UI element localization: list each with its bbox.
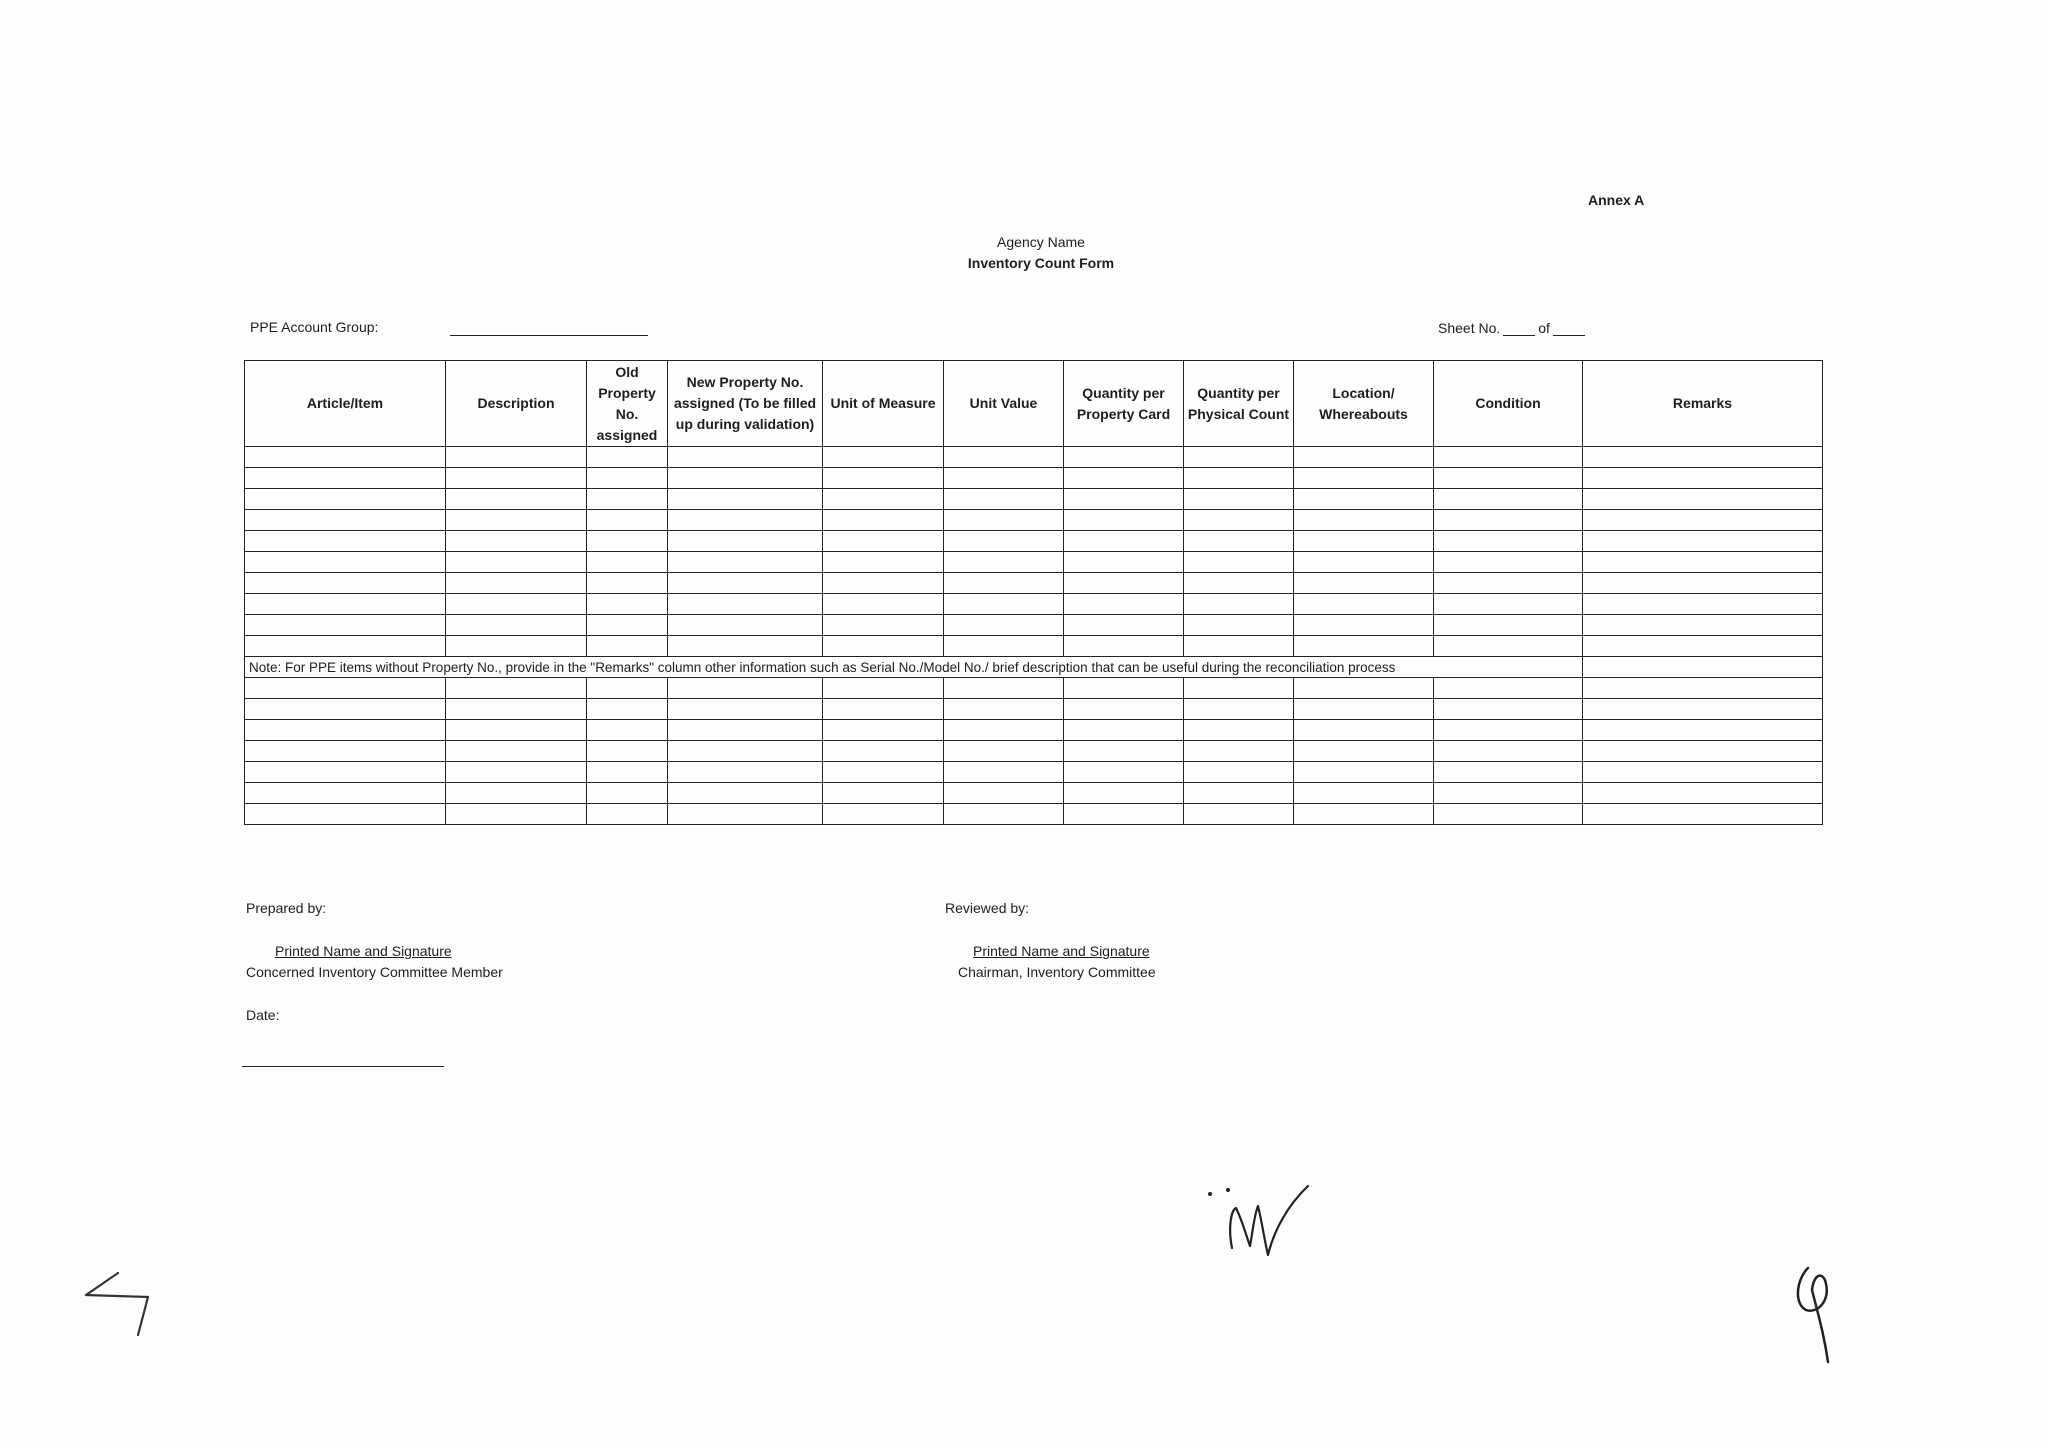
table-cell[interactable] [1184,468,1294,489]
table-cell[interactable] [587,594,668,615]
initials-signature-right [1788,1262,1858,1372]
table-cell[interactable] [1184,636,1294,657]
table-note: Note: For PPE items without Property No., provide in the "Remarks" column other information such as Serial No./Model No./ brief description that can be useful during the reconciliation process [245,657,1583,678]
table-cell[interactable] [1294,783,1434,804]
table-cell[interactable] [446,510,587,531]
table-cell[interactable] [823,468,944,489]
table-cell[interactable] [1064,636,1184,657]
table-cell[interactable] [1184,552,1294,573]
table-cell[interactable] [1184,762,1294,783]
inventory-table [244,360,1823,825]
table-cell[interactable] [245,510,446,531]
table-cell[interactable] [587,552,668,573]
sheet-number [1438,320,1588,336]
table-cell[interactable] [668,468,823,489]
table-cell[interactable] [1184,489,1294,510]
table-cell[interactable] [1064,594,1184,615]
sheet-of-label: of [1538,320,1550,336]
table-cell[interactable] [446,762,587,783]
table-cell[interactable] [823,720,944,741]
reviewed-by-role: Chairman, Inventory Committee [958,964,1156,980]
table-row [245,531,1823,552]
table-cell[interactable] [446,531,587,552]
table-cell[interactable] [245,699,446,720]
table-cell[interactable] [668,573,823,594]
col-header-remarks: Remarks [1583,361,1823,447]
date-field[interactable] [242,1066,444,1067]
table-row [245,573,1823,594]
table-cell[interactable] [1583,510,1823,531]
table-row [245,636,1823,657]
table-cell[interactable] [1294,594,1434,615]
table-cell[interactable] [1184,510,1294,531]
col-header-article-item: Article/Item [245,361,446,447]
table-cell[interactable] [668,636,823,657]
table-row [245,510,1823,531]
table-cell[interactable] [1064,447,1184,468]
table-cell[interactable] [668,804,823,825]
table-cell[interactable] [1583,468,1823,489]
table-cell[interactable] [1294,762,1434,783]
table-cell[interactable] [1294,510,1434,531]
table-row [245,783,1823,804]
table-cell[interactable] [944,552,1064,573]
table-cell[interactable] [446,804,587,825]
table-cell[interactable] [1294,468,1434,489]
date-label: Date: [246,1007,280,1023]
table-cell[interactable] [1294,636,1434,657]
table-cell[interactable] [1583,678,1823,699]
table-cell[interactable] [1434,762,1583,783]
table-cell[interactable] [1583,615,1823,636]
agency-name: Agency Name [997,234,1085,250]
table-cell[interactable] [944,531,1064,552]
table-cell[interactable] [1294,552,1434,573]
table-cell[interactable] [1434,636,1583,657]
prepared-by-label: Prepared by: [246,900,327,916]
table-cell[interactable] [587,678,668,699]
table-cell[interactable] [446,636,587,657]
col-header-unit-of-measure: Unit of Measure [823,361,944,447]
table-header-row [245,361,1823,447]
table-cell[interactable] [446,447,587,468]
table-cell[interactable] [1434,594,1583,615]
table-cell[interactable] [1434,783,1583,804]
table-cell[interactable] [668,699,823,720]
table-cell[interactable] [944,594,1064,615]
table-cell[interactable] [1583,594,1823,615]
col-header-unit-value: Unit Value [944,361,1064,447]
table-cell[interactable] [823,531,944,552]
table-cell[interactable] [668,594,823,615]
table-cell[interactable] [245,468,446,489]
table-cell[interactable] [1434,678,1583,699]
table-cell[interactable] [944,678,1064,699]
table-cell[interactable] [823,573,944,594]
table-cell[interactable] [1294,447,1434,468]
table-cell[interactable] [587,699,668,720]
table-cell[interactable] [1583,741,1823,762]
table-cell[interactable] [823,552,944,573]
table-cell[interactable] [668,531,823,552]
table-cell[interactable] [1434,615,1583,636]
table-cell[interactable] [446,468,587,489]
table-cell[interactable] [446,678,587,699]
table-cell[interactable] [668,447,823,468]
table-cell[interactable] [1294,741,1434,762]
table-cell[interactable] [1184,594,1294,615]
table-row [245,804,1823,825]
table-cell[interactable] [1583,762,1823,783]
table-cell[interactable] [944,741,1064,762]
table-cell[interactable] [944,804,1064,825]
table-cell[interactable] [1064,678,1184,699]
table-cell[interactable] [823,594,944,615]
table-cell[interactable] [245,594,446,615]
table-cell[interactable] [587,615,668,636]
table-cell[interactable] [245,447,446,468]
table-cell[interactable] [245,720,446,741]
table-cell[interactable] [1064,552,1184,573]
table-cell[interactable] [1434,699,1583,720]
table-cell[interactable] [668,510,823,531]
table-cell[interactable] [823,615,944,636]
table-cell[interactable] [1583,699,1823,720]
table-cell[interactable] [823,783,944,804]
table-cell[interactable] [1184,741,1294,762]
table-cell[interactable] [1184,720,1294,741]
table-cell[interactable] [944,489,1064,510]
table-cell[interactable] [1184,678,1294,699]
table-cell[interactable] [1064,804,1184,825]
table-row [245,594,1823,615]
table-cell[interactable] [1294,678,1434,699]
table-cell[interactable] [587,447,668,468]
table-cell[interactable] [944,573,1064,594]
table-row [245,762,1823,783]
table-row [245,489,1823,510]
table-cell[interactable] [668,615,823,636]
table-row [245,720,1823,741]
table-cell[interactable] [823,489,944,510]
table-cell[interactable] [1434,720,1583,741]
table-cell[interactable] [823,447,944,468]
table-cell[interactable] [1583,783,1823,804]
prepared-by-signature-line: Printed Name and Signature [275,943,452,959]
table-cell[interactable] [1184,615,1294,636]
table-cell[interactable] [1064,531,1184,552]
inventory-table-body [245,447,1823,825]
table-cell[interactable] [1434,468,1583,489]
table-cell[interactable] [1434,552,1583,573]
table-cell[interactable] [668,783,823,804]
table-cell[interactable] [1583,804,1823,825]
table-cell[interactable] [944,699,1064,720]
table-cell[interactable] [446,741,587,762]
reviewed-by-signature-line: Printed Name and Signature [973,943,1150,959]
table-cell[interactable] [668,741,823,762]
table-cell[interactable] [1294,615,1434,636]
table-cell[interactable] [1064,468,1184,489]
table-cell[interactable] [1184,804,1294,825]
table-cell[interactable] [944,447,1064,468]
table-cell[interactable] [587,741,668,762]
table-row [245,678,1823,699]
table-cell[interactable] [587,804,668,825]
table-cell[interactable] [1434,510,1583,531]
table-cell[interactable] [245,762,446,783]
table-cell[interactable] [1064,699,1184,720]
table-cell[interactable] [1294,699,1434,720]
sheet-total-field[interactable] [1553,335,1585,336]
table-cell[interactable] [446,573,587,594]
table-cell[interactable] [446,594,587,615]
table-cell[interactable] [668,678,823,699]
table-cell[interactable] [1583,489,1823,510]
col-header-description: Description [446,361,587,447]
table-cell[interactable] [823,636,944,657]
table-row [245,615,1823,636]
table-cell[interactable] [587,468,668,489]
initials-signature-left [78,1265,158,1345]
table-cell[interactable] [1583,531,1823,552]
col-header-location: Location/ Whereabouts [1294,361,1434,447]
table-cell[interactable] [1064,720,1184,741]
table-cell[interactable] [1064,783,1184,804]
table-cell[interactable] [587,510,668,531]
table-cell[interactable] [1434,531,1583,552]
table-cell[interactable] [944,762,1064,783]
col-header-old-property-no: Old Property No. assigned [587,361,668,447]
table-cell[interactable] [1064,741,1184,762]
table-cell[interactable] [1434,447,1583,468]
table-cell[interactable] [823,699,944,720]
table-cell[interactable] [446,552,587,573]
table-cell[interactable] [1064,510,1184,531]
table-cell[interactable] [446,720,587,741]
annex-label: Annex A [1588,192,1645,208]
table-cell[interactable] [1294,804,1434,825]
table-cell[interactable] [1434,741,1583,762]
table-cell[interactable] [1184,573,1294,594]
table-cell[interactable] [1294,531,1434,552]
table-cell[interactable] [446,699,587,720]
sheet-no-field[interactable] [1503,335,1535,336]
table-cell[interactable] [668,720,823,741]
table-row [245,447,1823,468]
table-cell[interactable] [245,678,446,699]
table-cell[interactable] [446,783,587,804]
table-cell[interactable] [1294,573,1434,594]
table-cell[interactable] [245,804,446,825]
table-cell[interactable] [944,510,1064,531]
table-cell[interactable] [1064,762,1184,783]
table-cell[interactable] [245,741,446,762]
table-cell[interactable] [245,552,446,573]
table-cell[interactable] [446,615,587,636]
table-cell[interactable] [1184,447,1294,468]
table-cell[interactable] [1184,531,1294,552]
sheet-no-label: Sheet No. [1438,320,1501,336]
table-cell[interactable] [245,783,446,804]
table-row [245,741,1823,762]
table-cell[interactable] [587,489,668,510]
table-cell[interactable] [1583,447,1823,468]
table-cell[interactable] [1434,804,1583,825]
table-cell[interactable] [668,552,823,573]
table-cell[interactable] [587,720,668,741]
table-cell[interactable] [823,678,944,699]
ppe-account-group-label: PPE Account Group: [250,319,379,335]
table-cell[interactable] [1583,720,1823,741]
table-cell[interactable] [1184,783,1294,804]
table-cell[interactable] [587,762,668,783]
table-cell[interactable] [1294,720,1434,741]
form-title: Inventory Count Form [967,255,1115,271]
col-header-qty-property-card: Quantity per Property Card [1064,361,1184,447]
table-row [245,552,1823,573]
table-row [245,699,1823,720]
table-cell[interactable] [823,741,944,762]
table-cell[interactable] [1064,489,1184,510]
table-cell[interactable] [944,615,1064,636]
table-cell[interactable] [944,636,1064,657]
table-cell[interactable] [1064,615,1184,636]
table-cell[interactable] [944,720,1064,741]
table-cell[interactable] [823,510,944,531]
col-header-condition: Condition [1434,361,1583,447]
prepared-by-role: Concerned Inventory Committee Member [246,964,503,980]
table-note-row [245,657,1823,678]
table-cell[interactable] [823,762,944,783]
table-cell[interactable] [1583,573,1823,594]
table-cell[interactable] [587,783,668,804]
table-cell[interactable] [668,489,823,510]
table-cell[interactable] [944,783,1064,804]
table-cell[interactable] [823,804,944,825]
table-cell[interactable] [245,615,446,636]
table-cell[interactable] [1583,552,1823,573]
table-cell[interactable] [587,573,668,594]
table-cell[interactable] [587,636,668,657]
reviewed-by-label: Reviewed by: [945,900,1030,916]
table-cell[interactable] [446,489,587,510]
table-cell[interactable] [1184,699,1294,720]
table-cell[interactable] [668,762,823,783]
table-cell[interactable] [1434,489,1583,510]
table-cell[interactable] [1583,657,1823,678]
col-header-qty-physical-count: Quantity per Physical Count [1184,361,1294,447]
ppe-account-group-field[interactable] [450,335,648,336]
table-cell[interactable] [1064,573,1184,594]
table-cell[interactable] [587,531,668,552]
table-cell[interactable] [944,468,1064,489]
table-row [245,468,1823,489]
table-cell[interactable] [1583,636,1823,657]
table-cell[interactable] [245,573,446,594]
table-cell[interactable] [245,489,446,510]
table-cell[interactable] [245,531,446,552]
table-cell[interactable] [245,636,446,657]
col-header-new-property-no: New Property No. assigned (To be filled up during validation) [668,361,823,447]
initials-signature-center [1198,1180,1318,1270]
table-cell[interactable] [1294,489,1434,510]
table-cell[interactable] [1434,573,1583,594]
